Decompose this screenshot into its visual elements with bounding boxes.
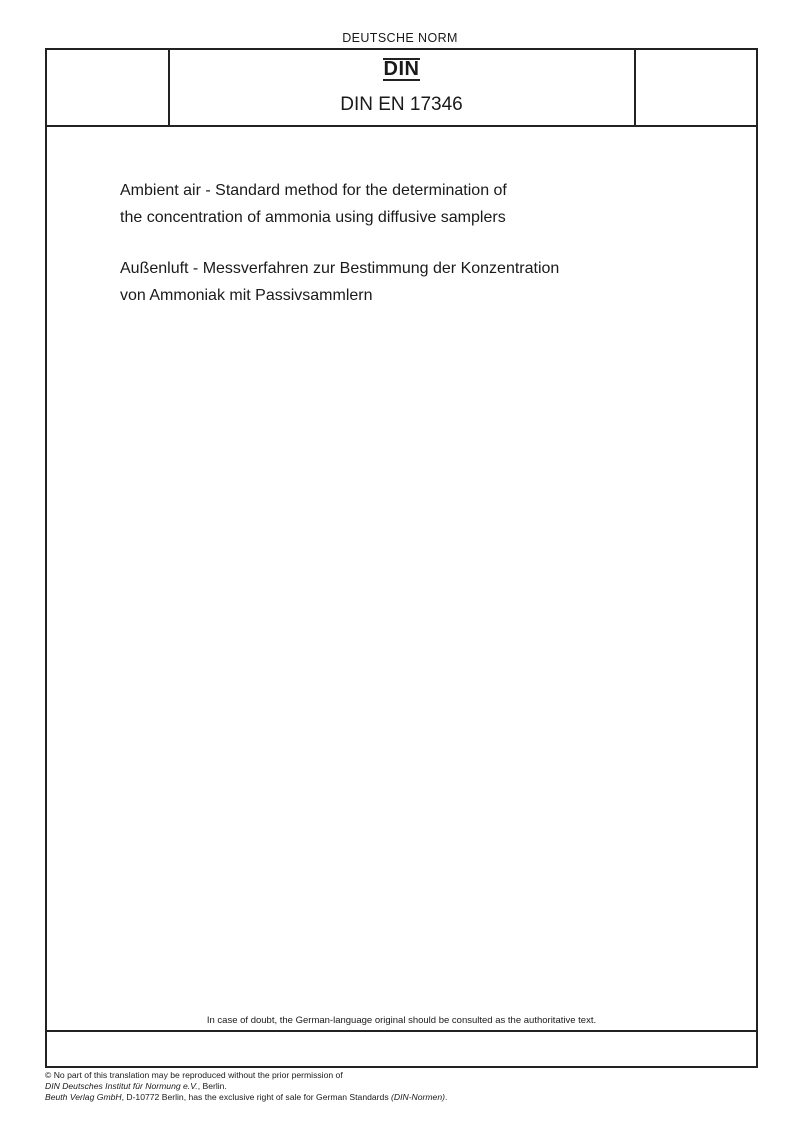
cover-frame — [45, 48, 758, 1068]
standard-type-label: DEUTSCHE NORM — [342, 31, 458, 45]
german-title-line-2: von Ammoniak mit Passivsammlern — [120, 286, 373, 304]
english-title-line-2: the concentration of ammonia using diffusive samplers — [120, 208, 506, 226]
document-number: DIN EN 17346 — [340, 94, 463, 115]
din-normen-label: (DIN-Normen) — [391, 1092, 445, 1102]
copyright-notice — [45, 1070, 447, 1103]
german-title-line-1: Außenluft - Messverfahren zur Bestimmung der Konzentration — [120, 260, 560, 277]
copyright-line-3 — [45, 1092, 447, 1103]
footer-rule — [47, 1030, 756, 1032]
copyright-line-1: © No part of this translation may be reproduced without the prior permission of — [45, 1070, 343, 1080]
copyright-line-2 — [45, 1081, 447, 1092]
din-logo-text: DIN — [383, 58, 420, 80]
copyright-line-2-rest: , Berlin. — [197, 1081, 227, 1091]
copyright-line-3-rest: , D-10772 Berlin, has the exclusive right of sale for German Standards — [121, 1092, 392, 1102]
beuth-publisher-name: Beuth Verlag GmbH — [45, 1092, 122, 1102]
english-title-line-1: Ambient air - Standard method for the determination of — [120, 182, 507, 199]
english-title — [120, 178, 680, 231]
din-logo — [47, 58, 756, 81]
header-row — [47, 50, 756, 127]
copyright-line-3-end: . — [444, 1092, 448, 1102]
authoritative-text-note: In case of doubt, the German-language original should be consulted as the authoritative text. — [206, 1015, 597, 1026]
din-institute-name: DIN Deutsches Institut für Normung e.V. — [45, 1081, 198, 1091]
german-title — [120, 256, 680, 309]
